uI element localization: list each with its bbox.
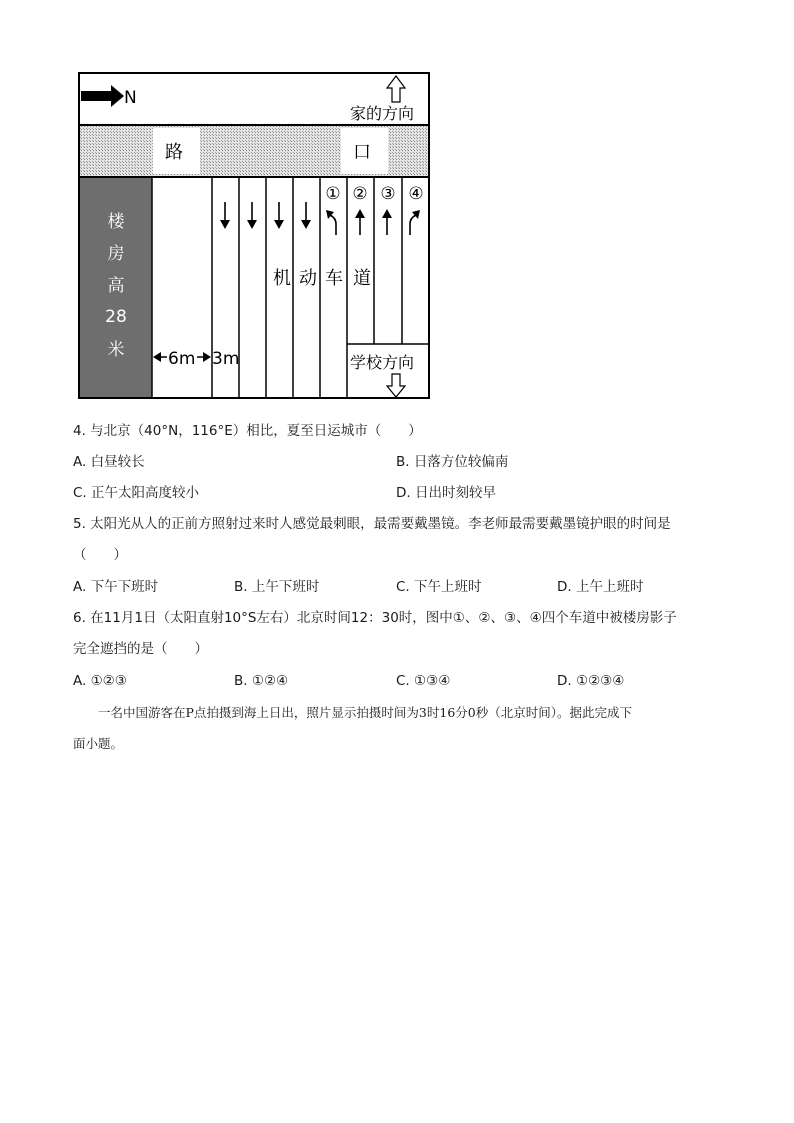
question-4-option-a: A. 白昼较长	[73, 454, 145, 470]
question-5-option-c: C. 下午上班时	[396, 579, 482, 595]
question-4-option-c: C. 正午太阳高度较小	[73, 485, 200, 501]
lane-number-4: ④	[408, 184, 424, 204]
road-diagram	[78, 72, 432, 402]
width-3m-label: 3m	[212, 349, 240, 369]
width-6m-label: 6m	[168, 349, 196, 369]
question-5-stem-line2: （ ）	[73, 547, 127, 563]
lane-number-3: ③	[380, 184, 396, 204]
home-direction-label: 家的方向	[350, 104, 415, 123]
road-char-2: 口	[353, 142, 371, 163]
question-6-stem-line1: 6. 在11月1日（太阳直射10°S左右）北京时间12：30时，图中①、②、③、④四个车道中被楼房影子	[73, 610, 677, 626]
school-direction-label: 学校方向	[350, 353, 415, 372]
building-label-4: 28	[105, 307, 127, 327]
question-6-option-d: D. ①②③④	[557, 673, 625, 689]
lane-number-2: ②	[352, 184, 368, 204]
question-5-stem-line1: 5. 太阳光从人的正前方照射过来时人感觉最刺眼，最需要戴墨镜。李老师最需要戴墨镜护眼的时间是	[73, 516, 671, 532]
next-passage-intro-line2: 面小题。	[73, 736, 124, 751]
question-4-stem: 4. 与北京（40°N，116°E）相比，夏至日运城市（ ）	[73, 423, 422, 439]
question-6-option-a: A. ①②③	[73, 673, 127, 689]
building-label-2: 房	[107, 244, 125, 264]
question-5-option-a: A. 下午下班时	[73, 579, 159, 595]
question-6-option-b: B. ①②④	[234, 673, 289, 689]
building-label-1: 楼	[107, 212, 125, 232]
building-label-3: 高	[107, 276, 125, 296]
building-label-5: 米	[107, 340, 125, 360]
lane-label-2: 动	[299, 268, 317, 289]
lane-label-1: 机	[273, 268, 291, 289]
road-char-1: 路	[165, 142, 183, 163]
lane-label-3: 车	[325, 268, 343, 289]
lane-label-4: 道	[353, 268, 371, 289]
next-passage-intro-line1: 一名中国游客在P点拍摄到海上日出，照片显示拍摄时间为3时16分0秒（北京时间）。据此完成下	[98, 705, 632, 720]
question-5-option-b: B. 上午下班时	[234, 579, 320, 595]
question-4-option-b: B. 日落方位较偏南	[396, 454, 509, 470]
north-label: N	[124, 88, 137, 108]
question-4-option-d: D. 日出时刻较早	[396, 485, 496, 501]
question-6-option-c: C. ①③④	[396, 673, 451, 689]
question-6-stem-line2: 完全遮挡的是（ ）	[73, 641, 208, 657]
lane-number-1: ①	[325, 184, 341, 204]
question-5-option-d: D. 上午上班时	[557, 579, 644, 595]
